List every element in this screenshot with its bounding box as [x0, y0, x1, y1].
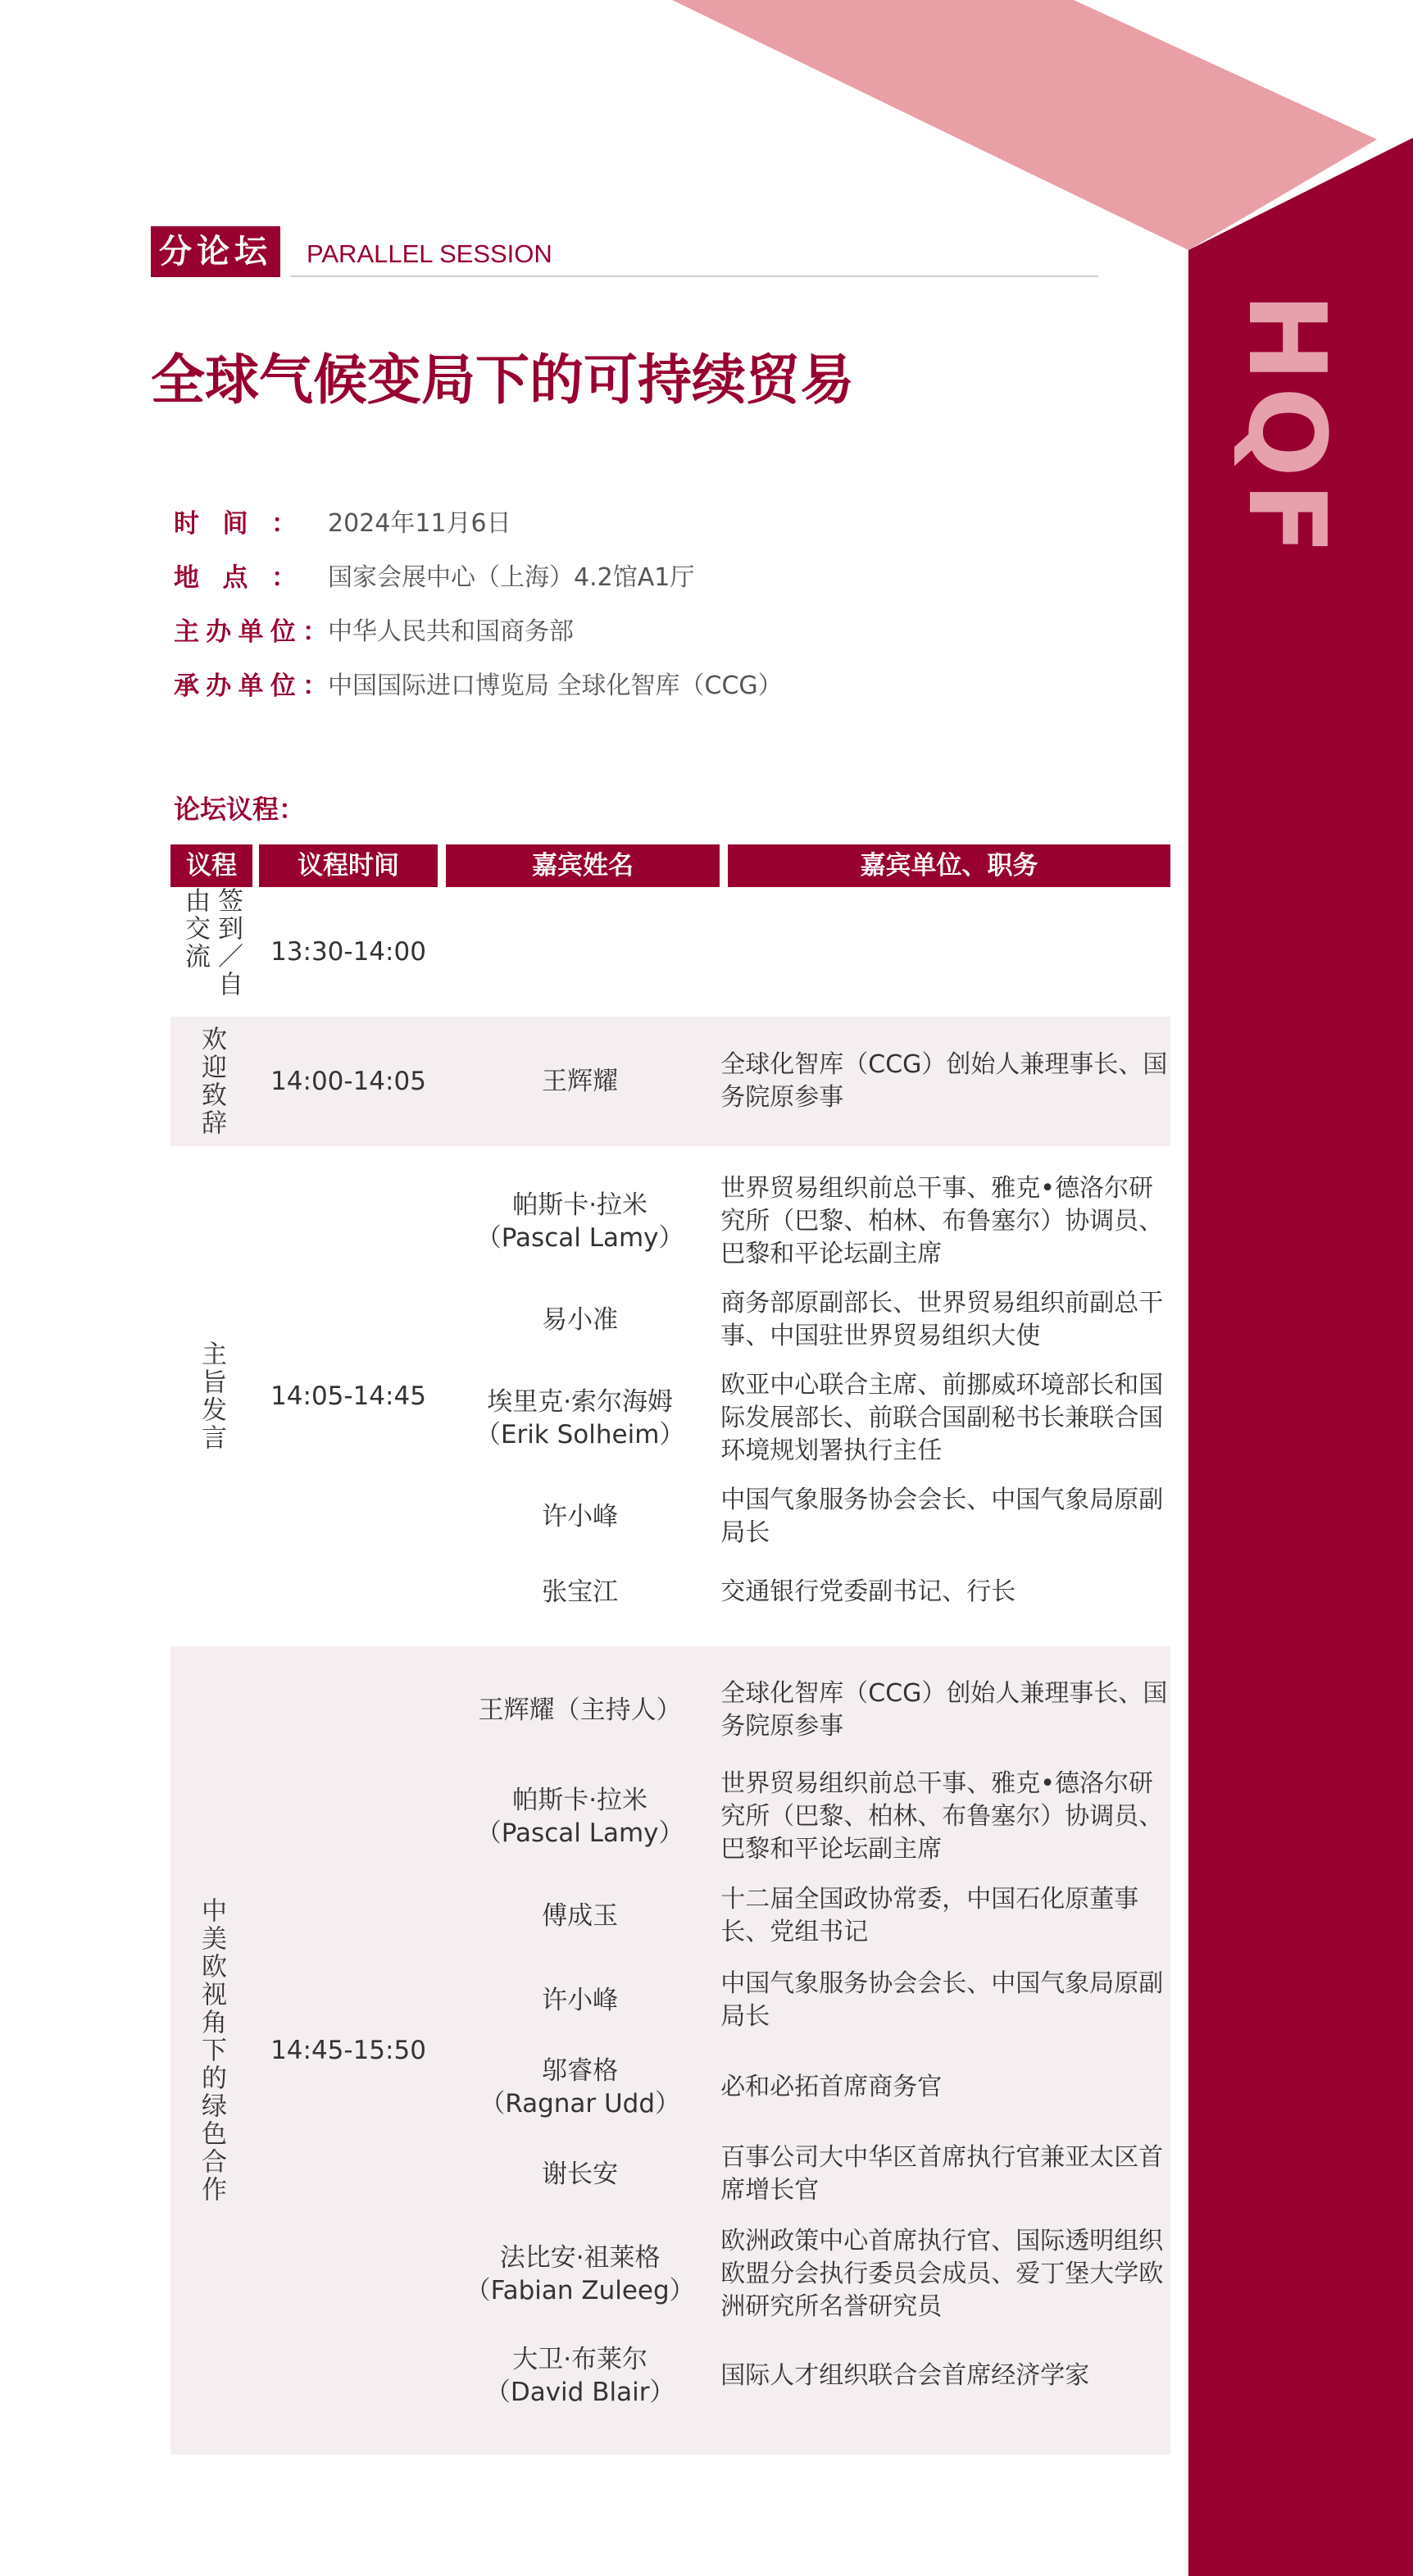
speaker-name: 易小准	[542, 1305, 619, 1335]
speaker-role: 商务部原副部长、世界贸易组织前副总干事、中国驻世界贸易组织大使	[720, 1289, 1164, 1350]
speaker-role: 世界贸易组织前总干事、雅克•德洛尔研究所（巴黎、柏林、布鲁塞尔）协调员、巴黎和平论坛副主席	[720, 1769, 1164, 1864]
table-row	[446, 1361, 1170, 1476]
hqf-logo	[1224, 292, 1349, 561]
session-tag-en: PARALLEL SESSION	[307, 239, 552, 268]
agenda-item-time: 14:00-14:05	[270, 1067, 426, 1096]
speaker-name: 法比安·祖莱格 （Fabian Zuleeg）	[465, 2243, 695, 2305]
table-row	[446, 1279, 1170, 1361]
speaker-role: 十二届全国政协常委，中国石化原董事长、党组书记	[720, 1885, 1139, 1946]
info-value: 2024年11月6日	[328, 509, 511, 538]
table-row	[446, 2217, 1170, 2332]
agenda-group-checkin	[170, 887, 1170, 1017]
speaker-name: 张宝江	[542, 1577, 619, 1607]
speaker-role: 中国气象服务协会会长、中国气象局原副局长	[720, 1969, 1164, 2031]
speaker-name: 王辉耀（主持人）	[478, 1695, 682, 1725]
table-row	[446, 2132, 1170, 2217]
agenda-item-label: 签到／自由交流	[180, 887, 243, 999]
speaker-role: 交通银行党委副书记、行长	[720, 1577, 1016, 1606]
speaker-role: 全球化智库（CCG）创始人兼理事长、国务院原参事	[720, 1679, 1168, 1741]
speaker-name: 邬睿格 （Ragnar Udd）	[479, 2056, 681, 2119]
speaker-name: 帕斯卡·拉米 （Pascal Lamy）	[475, 1786, 684, 1848]
speaker-name: 许小峰	[542, 1502, 619, 1531]
agenda-item-time: 13:30-14:00	[270, 937, 426, 967]
table-row	[446, 1476, 1170, 1558]
table-row	[446, 1661, 1170, 1759]
info-value: 国家会展中心（上海）4.2馆A1厅	[328, 563, 695, 592]
info-row-host	[174, 602, 783, 656]
session-tag: 分论坛	[151, 226, 280, 277]
speaker-role: 必和必拓首席商务官	[720, 2073, 943, 2101]
speaker-role: 欧洲政策中心首席执行官、国际透明组织欧盟分会执行委员会成员、爱丁堡大学欧洲研究所名誉研究员	[720, 2227, 1164, 2321]
header-time: 议程时间	[259, 844, 438, 887]
table-row	[446, 1558, 1170, 1627]
agenda-table	[170, 844, 1170, 2455]
agenda-group-keynote	[170, 1146, 1170, 1646]
speaker-role: 国际人才组织联合会首席经济学家	[720, 2361, 1090, 2390]
info-label: 主办单位：	[174, 617, 328, 647]
speaker-name: 王辉耀	[542, 1067, 619, 1096]
header-agenda: 议程	[170, 844, 252, 887]
speaker-name: 大卫·布莱尔 （David Blair）	[484, 2345, 675, 2407]
info-label: 地点：	[174, 562, 297, 593]
info-row-time	[174, 494, 783, 548]
hqf-logo-text: HQF	[1224, 292, 1349, 561]
speaker-name: 谢长安	[542, 2160, 619, 2189]
agenda-label: 论坛议程：	[174, 794, 306, 825]
table-row	[446, 1017, 1170, 1146]
speaker-role: 百事公司大中华区首席执行官兼亚太区首席增长官	[720, 2143, 1164, 2205]
table-header	[170, 844, 1170, 887]
table-row	[446, 1874, 1170, 1958]
table-row	[446, 1164, 1170, 1279]
table-row	[446, 2043, 1170, 2132]
agenda-item-time: 14:05-14:45	[270, 1381, 426, 1411]
speaker-name: 帕斯卡·拉米 （Pascal Lamy）	[475, 1190, 684, 1253]
agenda-item-label: 中美欧视角下的绿色合作	[197, 1897, 226, 2204]
table-row	[446, 1759, 1170, 1874]
header-affiliation: 嘉宾单位、职务	[728, 844, 1170, 887]
agenda-item-time: 14:45-15:50	[270, 2036, 426, 2065]
info-block	[174, 494, 783, 710]
agenda-item-label: 欢迎致辞	[197, 1026, 226, 1137]
info-value: 中国国际进口博览局 全球化智库（CCG）	[328, 671, 783, 700]
info-row-venue	[174, 548, 783, 602]
agenda-group-panel	[170, 1646, 1170, 2455]
speaker-role: 中国气象服务协会会长、中国气象局原副局长	[720, 1486, 1164, 1547]
speaker-name: 傅成玉	[542, 1901, 619, 1931]
speaker-role: 欧亚中心联合主席、前挪威环境部长和国际发展部长、前联合国副秘书长兼联合国环境规划署执行主任	[720, 1371, 1164, 1465]
info-value: 中华人民共和国商务部	[328, 617, 574, 646]
speaker-role: 世界贸易组织前总干事、雅克•德洛尔研究所（巴黎、柏林、布鲁塞尔）协调员、巴黎和平论坛副主席	[720, 1174, 1164, 1268]
header-speaker: 嘉宾姓名	[446, 844, 720, 887]
page-title: 全球气候变局下的可持续贸易	[151, 348, 854, 412]
info-label: 承办单位：	[174, 671, 328, 701]
table-row	[446, 2332, 1170, 2420]
session-header	[151, 226, 1098, 277]
info-label: 时间：	[174, 508, 297, 539]
info-row-organizer	[174, 656, 783, 710]
speaker-name: 许小峰	[542, 1986, 619, 2015]
speaker-name: 埃里克·索尔海姆 （Erik Solheim）	[475, 1387, 685, 1450]
table-row	[446, 1958, 1170, 2043]
header-divider	[290, 275, 1098, 277]
speaker-role: 全球化智库（CCG）创始人兼理事长、国务院原参事	[720, 1050, 1168, 1112]
agenda-item-label: 主旨发言	[197, 1340, 226, 1452]
agenda-group-welcome	[170, 1017, 1170, 1146]
